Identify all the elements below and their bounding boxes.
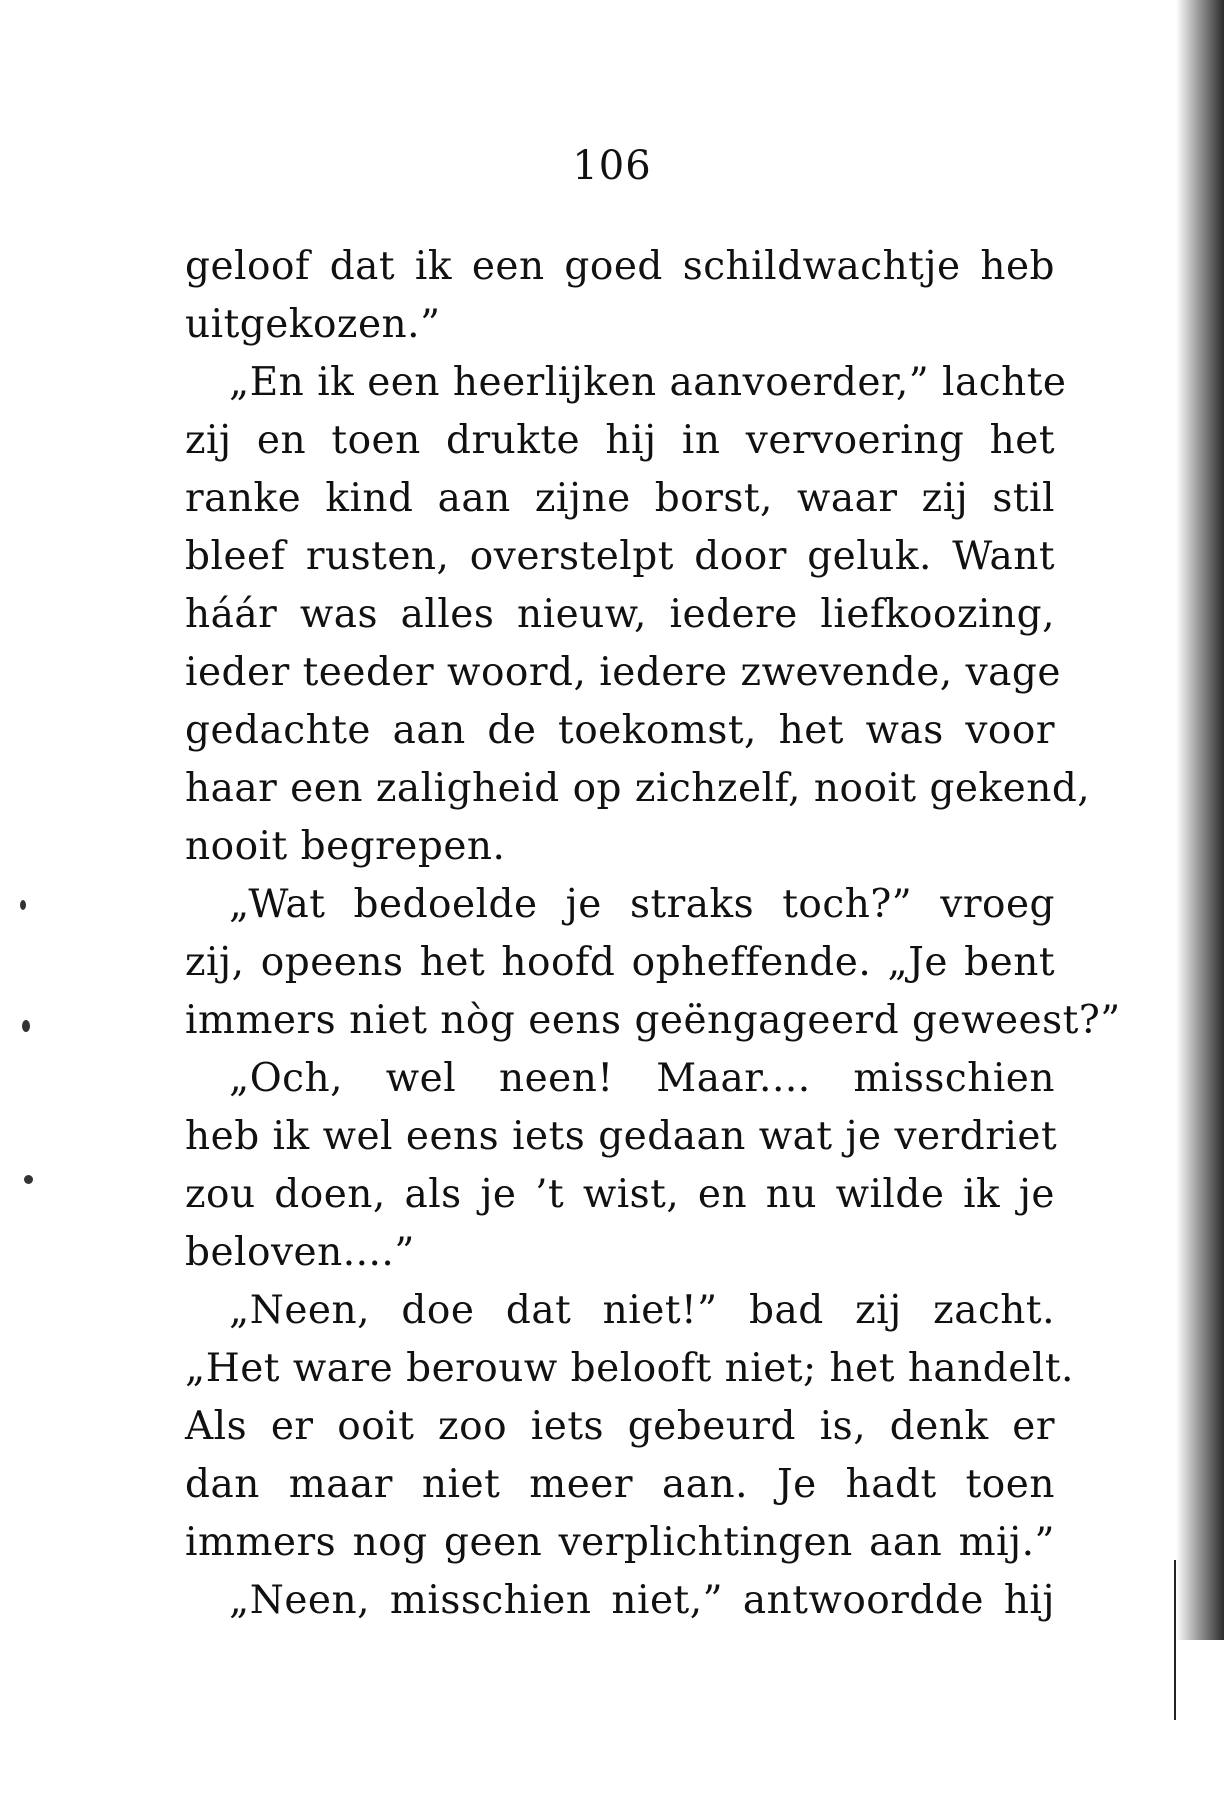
- text-line: háár was alles nieuw, iedere liefkoozing,: [185, 592, 1055, 637]
- scan-edge-line: [1174, 1560, 1176, 1720]
- text-line: zou doen, als je ’t wist, en nu wilde ik je: [185, 1172, 1055, 1217]
- text-line: „En ik een heerlijken aanvoerder,” lachte: [229, 360, 1067, 405]
- text-line: „Och, wel neen! Maar.... misschien: [229, 1056, 1055, 1101]
- scan-speck: [22, 1020, 30, 1032]
- text-line: zij, opeens het hoofd opheffende. „Je bent: [185, 940, 1055, 985]
- text-line: ranke kind aan zijne borst, waar zij stil: [185, 476, 1055, 521]
- text-line: bleef rusten, overstelpt door geluk. Want: [185, 534, 1055, 579]
- text-line: ieder teeder woord, iedere zwevende, vage: [185, 650, 1061, 695]
- text-line: beloven....”: [185, 1230, 415, 1275]
- text-line: Als er ooit zoo iets gebeurd is, denk er: [185, 1404, 1055, 1449]
- text-line: „Wat bedoelde je straks toch?” vroeg: [229, 882, 1055, 927]
- scan-speck: [24, 1175, 33, 1184]
- text-line: „Neen, doe dat niet!” bad zij zacht.: [229, 1288, 1055, 1333]
- text-line: immers niet nòg eens geëngageerd geweest?”: [185, 998, 1121, 1043]
- text-line: geloof dat ik een goed schildwachtje heb: [185, 244, 1055, 289]
- text-line: zij en toen drukte hij in vervoering het: [185, 418, 1055, 463]
- text-line: haar een zaligheid op zichzelf, nooit gekend,: [185, 766, 1091, 811]
- text-line: gedachte aan de toekomst, het was voor: [185, 708, 1055, 753]
- text-line: nooit begrepen.: [185, 824, 506, 869]
- text-line: „Neen, misschien niet,” antwoordde hij: [229, 1578, 1055, 1623]
- text-line: heb ik wel eens iets gedaan wat je verdriet: [185, 1114, 1058, 1159]
- text-line: immers nog geen verplichtingen aan mij.”: [185, 1520, 1055, 1565]
- text-line: dan maar niet meer aan. Je hadt toen: [185, 1462, 1055, 1507]
- text-line: uitgekozen.”: [185, 302, 441, 347]
- scan-speck: [20, 900, 26, 910]
- page-number: 106: [572, 143, 652, 189]
- body-text: [185, 238, 1121, 1630]
- text-line: „Het ware berouw belooft niet; het handelt.: [185, 1346, 1074, 1391]
- scan-edge-shadow: [1176, 0, 1224, 1640]
